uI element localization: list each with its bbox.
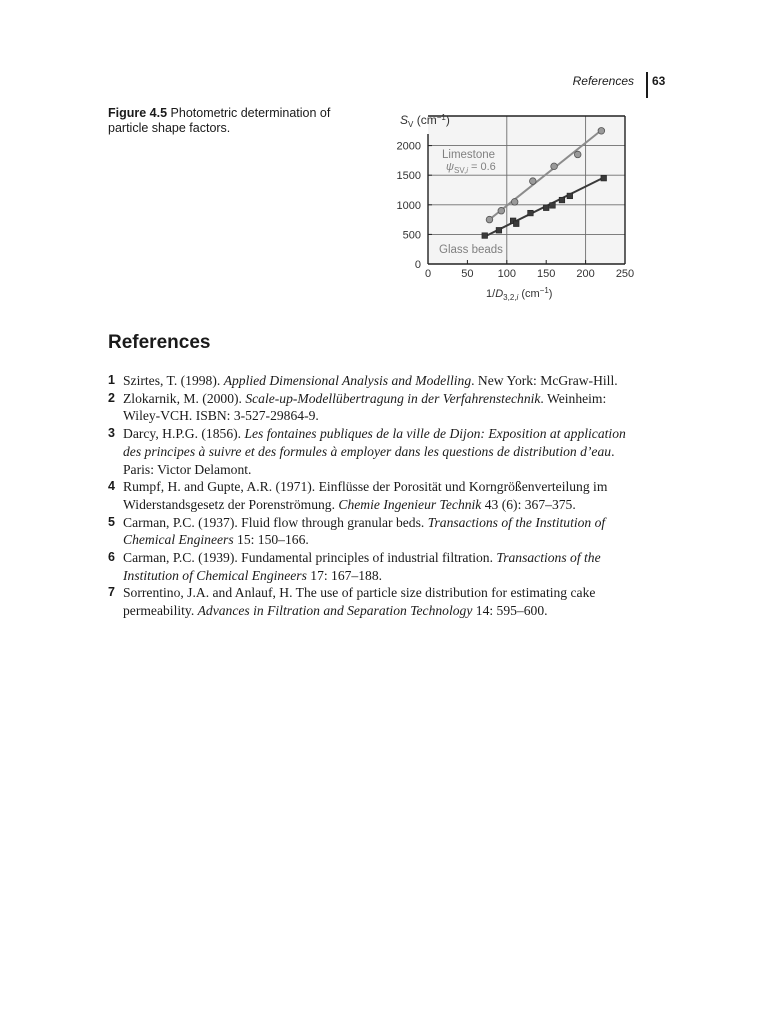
- reference-item: [108, 372, 638, 390]
- annotation-shape-factor: $\psi_{SV,}i = 0.6$: [446, 161, 496, 175]
- reference-title-italic: Advances in Filtration and Separation Technology: [197, 603, 473, 619]
- reference-number: 1: [108, 373, 115, 387]
- annotation-glass-beads: Glass beads: [439, 244, 503, 256]
- reference-item: [108, 425, 638, 478]
- y-tick-label: 500: [402, 229, 421, 242]
- x-tick-label: 250: [615, 268, 635, 280]
- reference-title-italic: Les fontaines publiques de la ville de Dijon: Exposition at application des principes à suivre et des formules à employer dans les questions de distribution d’eau: [123, 426, 626, 459]
- running-head: [560, 72, 680, 98]
- reference-text: . Paris: Victor Delamont.: [123, 443, 615, 477]
- data-point-glass-beads: [543, 205, 549, 211]
- reference-number: 4: [108, 479, 115, 494]
- reference-number: 6: [108, 550, 115, 565]
- reference-title-italic: Transactions of the Institution of Chemical Engineers: [123, 550, 601, 583]
- reference-text: Rumpf, H. and Gupte, A.R. (1971). Einflüsse der Porosität und Korngrößenverteilung im Widerstandsgesetz der Porenströmung.: [123, 479, 608, 512]
- reference-item: [108, 514, 638, 549]
- data-point-glass-beads: [601, 175, 607, 181]
- x-tick-label: 50: [461, 268, 474, 280]
- reference-number: 5: [108, 514, 115, 529]
- x-tick-label: 150: [537, 268, 556, 280]
- reference-title-italic: Transactions of the Institution of Chemical Engineers: [123, 514, 606, 548]
- reference-number: 3: [108, 426, 115, 441]
- data-point-limestone: [574, 151, 581, 158]
- data-point-glass-beads: [513, 221, 519, 227]
- data-point-glass-beads: [559, 197, 565, 203]
- reference-text: Zlokarnik, M. (2000).: [123, 390, 246, 406]
- reference-text: 14: 595–600.: [472, 603, 548, 619]
- figure-caption-text: Photometric determination of particle shape factors.: [108, 106, 331, 135]
- reference-number: 2: [108, 390, 115, 405]
- reference-text: Carman, P.C. (1939). Fundamental principles of industrial filtration.: [123, 550, 497, 566]
- reference-title-italic: Chemie Ingenieur Technik: [338, 496, 482, 512]
- data-point-limestone: [598, 128, 605, 135]
- reference-item: [108, 390, 638, 425]
- reference-text: Szirtes, T. (1998).: [123, 373, 224, 388]
- reference-text: Carman, P.C. (1937). Fluid flow through granular beds.: [123, 514, 428, 530]
- page-number: 63: [652, 74, 666, 88]
- y-tick-label: 0: [414, 259, 421, 271]
- data-point-limestone: [530, 178, 537, 185]
- y-tick-label: 1500: [396, 170, 421, 183]
- data-point-limestone: [511, 199, 518, 206]
- reference-item: [108, 549, 638, 584]
- data-point-limestone: [551, 163, 558, 170]
- data-point-glass-beads: [550, 203, 556, 209]
- x-tick-label: 0: [424, 268, 432, 280]
- figure-chart: [384, 106, 644, 306]
- reference-text: 43 (6): 367–375.: [481, 496, 576, 512]
- chart-svg: [384, 106, 644, 306]
- reference-text: Sorrentino, J.A. and Anlauf, H. The use of particle size distribution for estimating cake permeability.: [123, 585, 596, 619]
- annotation-limestone: Limestone: [442, 149, 496, 161]
- figure-caption: [108, 106, 358, 136]
- reference-item: [108, 478, 638, 513]
- y-tick-label: 2000: [396, 140, 421, 153]
- reference-text: . Weinheim: Wiley-VCH. ISBN: 3-527-29864-9.: [123, 390, 607, 424]
- reference-text: Darcy, H.P.G. (1856).: [123, 426, 245, 442]
- section-title: References: [108, 332, 211, 353]
- reference-list: [108, 372, 638, 620]
- x-tick-label: 100: [497, 268, 516, 280]
- reference-text: 15: 150–166.: [233, 532, 309, 548]
- data-point-limestone: [498, 207, 505, 214]
- data-point-glass-beads: [528, 210, 534, 216]
- reference-number: 7: [108, 585, 115, 600]
- data-point-glass-beads: [567, 193, 573, 199]
- y-tick-label: 1000: [396, 199, 421, 212]
- y-axis-label: $S_V$ $(cm^{-1})$: [400, 113, 450, 129]
- data-point-glass-beads: [482, 233, 488, 239]
- reference-title-italic: Scale-up-Modellübertragung in der Verfahrenstechnik: [245, 390, 541, 406]
- reference-item: [108, 584, 638, 619]
- x-axis-label: $1/D_{3,2,i}$ $(cm^{-1})$: [486, 286, 553, 302]
- figure-label: Figure 4.5: [108, 106, 168, 120]
- reference-title-italic: Applied Dimensional Analysis and Modelling: [223, 373, 472, 388]
- data-point-glass-beads: [496, 227, 502, 233]
- data-point-limestone: [486, 216, 493, 223]
- reference-text: . New York: McGraw-Hill.: [471, 373, 618, 388]
- reference-text: 17: 167–188.: [306, 567, 383, 583]
- running-head-title: References: [572, 74, 634, 88]
- running-head-rule: [646, 72, 648, 98]
- x-tick-label: 200: [576, 268, 595, 280]
